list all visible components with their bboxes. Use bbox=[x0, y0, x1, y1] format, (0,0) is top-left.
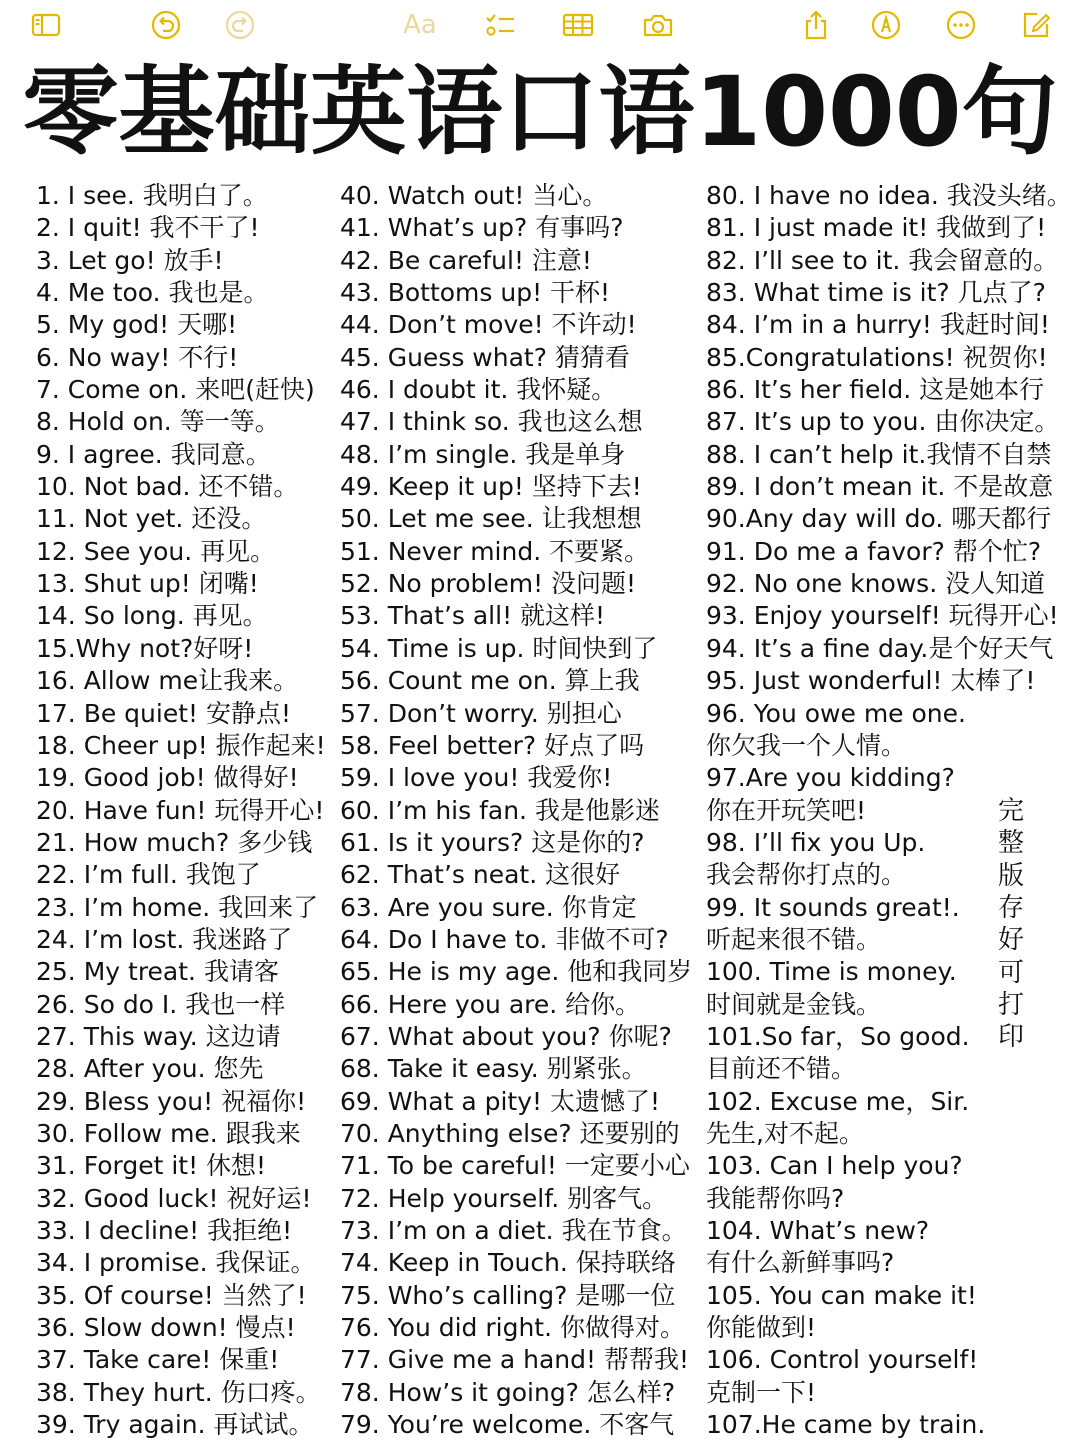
phrase-line: 16. Allow me让我来。 bbox=[36, 666, 299, 696]
phrase-line: 我能帮你吗? bbox=[706, 1183, 845, 1213]
phrase-line: 8. Hold on. 等一等。 bbox=[36, 407, 280, 437]
compose-button[interactable] bbox=[1016, 6, 1056, 44]
phrase-line: 72. Help yourself. 别客气。 bbox=[340, 1183, 668, 1213]
phrase-line: 25. My treat. 我请客 bbox=[36, 957, 279, 987]
side-note-char: 可 bbox=[997, 957, 1024, 988]
phrase-line: 80. I have no idea. 我没头绪。 bbox=[706, 181, 1072, 210]
phrase-column-1 bbox=[36, 180, 336, 1441]
phrase-line: 19. Good job! 做得好! bbox=[36, 763, 299, 793]
side-note-char: 整 bbox=[997, 828, 1024, 859]
phrase-line: 9. I agree. 我同意。 bbox=[36, 439, 271, 469]
phrase-line: 28. After you. 您先 bbox=[36, 1054, 264, 1084]
phrase-line: 15.Why not?好呀! bbox=[36, 633, 254, 663]
phrase-line: 48. I’m single. 我是单身 bbox=[340, 439, 626, 469]
phrase-line: 39. Try again. 再试试。 bbox=[36, 1410, 314, 1440]
phrase-line: 87. It’s up to you. 由你决定。 bbox=[706, 407, 1060, 437]
format-button[interactable] bbox=[400, 6, 440, 44]
phrase-line: 86. It’s her field. 这是她本行 bbox=[706, 375, 1045, 405]
sidebar-icon bbox=[30, 9, 62, 41]
format-text-icon: Aa bbox=[403, 10, 437, 40]
phrase-line: 有什么新鲜事吗? bbox=[706, 1248, 895, 1278]
phrase-line: 10. Not bad. 还不错。 bbox=[36, 472, 299, 502]
phrase-line: 101.So far，So good. bbox=[706, 1021, 970, 1051]
phrase-line: 99. It sounds great!. bbox=[706, 892, 960, 922]
phrase-line: 73. I’m on a diet. 我在节食。 bbox=[340, 1216, 687, 1245]
phrase-line: 53. That’s all! 就这样! bbox=[340, 601, 606, 631]
table-icon bbox=[562, 9, 594, 41]
phrase-line: 94. It’s a fine day.是个好天气 bbox=[706, 633, 1054, 663]
phrase-line: 65. He is my age. 他和我同岁 bbox=[340, 957, 693, 987]
phrase-line: 1. I see. 我明白了。 bbox=[36, 181, 268, 210]
phrase-line: 89. I don’t mean it. 不是故意 bbox=[706, 472, 1054, 502]
phrase-line: 104. What’s new? bbox=[706, 1216, 930, 1245]
phrase-line: 75. Who’s calling? 是哪一位 bbox=[340, 1280, 676, 1310]
phrase-line: 61. Is it yours? 这是你的? bbox=[340, 827, 645, 857]
phrase-line: 17. Be quiet! 安静点! bbox=[36, 698, 292, 728]
phrase-line: 4. Me too. 我也是。 bbox=[36, 278, 269, 308]
note-title: 零基础英语口语1000句 bbox=[22, 56, 1058, 168]
phrase-line: 79. You’re welcome. 不客气 bbox=[340, 1410, 675, 1440]
table-button[interactable] bbox=[558, 6, 598, 44]
phrase-line: 68. Take it easy. 别紧张。 bbox=[340, 1054, 647, 1084]
phrase-line: 67. What about you? 你呢? bbox=[340, 1021, 672, 1051]
phrase-column-2 bbox=[340, 180, 706, 1441]
phrase-line: 90.Any day will do. 哪天都行 bbox=[706, 504, 1052, 534]
phrase-line: 我会帮你打点的。 bbox=[706, 860, 907, 890]
side-note-char: 印 bbox=[997, 1022, 1024, 1053]
phrase-line: 41. What’s up? 有事吗? bbox=[340, 213, 624, 243]
phrase-line: 22. I’m full. 我饱了 bbox=[36, 860, 261, 890]
phrase-line: 6. No way! 不行! bbox=[36, 342, 239, 372]
phrase-line: 84. I’m in a hurry! 我赶时间! bbox=[706, 310, 1050, 340]
phrase-line: 20. Have fun! 玩得开心! bbox=[36, 795, 325, 825]
markup-icon bbox=[870, 9, 902, 41]
phrase-line: 51. Never mind. 不要紧。 bbox=[340, 536, 650, 566]
phrase-line: 37. Take care! 保重! bbox=[36, 1345, 280, 1375]
phrase-line: 97.Are you kidding? bbox=[706, 763, 955, 793]
phrase-line: 34. I promise. 我保证。 bbox=[36, 1248, 316, 1278]
phrase-line: 93. Enjoy yourself! 玩得开心! bbox=[706, 601, 1059, 631]
phrase-line: 77. Give me a hand! 帮帮我! bbox=[340, 1345, 689, 1375]
side-note-char: 好 bbox=[997, 925, 1024, 956]
undo-button[interactable] bbox=[146, 6, 186, 44]
phrase-line: 38. They hurt. 伤口疼。 bbox=[36, 1377, 321, 1407]
undo-icon bbox=[150, 9, 182, 41]
phrase-line: 107.He came by train. bbox=[706, 1410, 986, 1440]
phrase-line: 你欠我一个人情。 bbox=[706, 730, 907, 760]
phrase-line: 88. I can’t help it.我情不自禁 bbox=[706, 439, 1052, 469]
phrase-line: 95. Just wonderful! 太棒了! bbox=[706, 666, 1036, 696]
phrase-line: 105. You can make it! bbox=[706, 1280, 977, 1310]
redo-icon bbox=[224, 9, 256, 41]
phrase-line: 71. To be careful! 一定要小心 bbox=[340, 1151, 690, 1181]
phrase-line: 42. Be careful! 注意! bbox=[340, 245, 592, 275]
phrase-line: 96. You owe me one. bbox=[706, 698, 966, 728]
phrase-line: 13. Shut up! 闭嘴! bbox=[36, 569, 259, 599]
more-icon bbox=[945, 9, 977, 41]
notes-toolbar bbox=[0, 0, 1080, 50]
phrase-line: 听起来很不错。 bbox=[706, 924, 882, 954]
compose-icon bbox=[1020, 9, 1052, 41]
phrase-line: 2. I quit! 我不干了! bbox=[36, 213, 260, 243]
phrase-line: 14. So long. 再见。 bbox=[36, 601, 268, 631]
phrase-line: 59. I love you! 我爱你! bbox=[340, 763, 613, 793]
phrase-line: 24. I’m lost. 我迷路了 bbox=[36, 924, 293, 954]
phrase-line: 74. Keep in Touch. 保持联络 bbox=[340, 1248, 676, 1278]
phrase-line: 克制一下! bbox=[706, 1377, 817, 1407]
phrase-line: 47. I think so. 我也这么想 bbox=[340, 407, 643, 437]
phrase-line: 36. Slow down! 慢点! bbox=[36, 1313, 296, 1343]
side-note-char: 完 bbox=[997, 796, 1024, 826]
phrase-line: 58. Feel better? 好点了吗 bbox=[340, 730, 645, 760]
phrase-line: 31. Forget it! 休想! bbox=[36, 1151, 267, 1181]
phrase-line: 52. No problem! 没问题! bbox=[340, 569, 637, 599]
phrase-line: 你在开玩笑吧! bbox=[706, 795, 867, 825]
more-button[interactable] bbox=[941, 6, 981, 44]
phrase-line: 85.Congratulations! 祝贺你! bbox=[706, 342, 1048, 372]
phrase-line: 106. Control yourself! bbox=[706, 1345, 979, 1375]
phrase-line: 83. What time is it? 几点了? bbox=[706, 278, 1046, 308]
sidebar-button[interactable] bbox=[26, 6, 66, 44]
phrase-line: 23. I’m home. 我回来了 bbox=[36, 892, 319, 922]
phrase-line: 69. What a pity! 太遗憾了! bbox=[340, 1086, 661, 1116]
phrase-line: 81. I just made it! 我做到了! bbox=[706, 213, 1047, 243]
phrase-line: 33. I decline! 我拒绝! bbox=[36, 1216, 293, 1245]
phrase-line: 12. See you. 再见。 bbox=[36, 536, 276, 566]
side-note-char: 版 bbox=[997, 860, 1024, 891]
side-note-vertical bbox=[996, 795, 1026, 1054]
phrase-line: 54. Time is up. 时间快到了 bbox=[340, 633, 658, 663]
phrase-line: 目前还不错。 bbox=[706, 1054, 857, 1084]
phrase-line: 5. My god! 天哪! bbox=[36, 310, 238, 340]
phrase-line: 27. This way. 这边请 bbox=[36, 1021, 281, 1051]
phrase-line: 30. Follow me. 跟我来 bbox=[36, 1118, 301, 1148]
markup-button[interactable] bbox=[866, 6, 906, 44]
phrase-line: 32. Good luck! 祝好运! bbox=[36, 1183, 312, 1213]
phrase-line: 44. Don’t move! 不许动! bbox=[340, 310, 637, 340]
phrase-line: 40. Watch out! 当心。 bbox=[340, 181, 608, 210]
phrase-line: 46. I doubt it. 我怀疑。 bbox=[340, 375, 617, 405]
phrase-line: 66. Here you are. 给你。 bbox=[340, 989, 641, 1019]
phrase-line: 你能做到! bbox=[706, 1313, 817, 1343]
phrase-line: 102. Excuse me，Sir. bbox=[706, 1086, 970, 1116]
phrase-line: 103. Can I help you? bbox=[706, 1151, 963, 1181]
share-button[interactable] bbox=[796, 6, 836, 44]
camera-button[interactable] bbox=[638, 6, 678, 44]
phrase-line: 98. I’ll fix you Up. bbox=[706, 827, 926, 857]
phrase-line: 100. Time is money. bbox=[706, 957, 957, 987]
phrase-line: 56. Count me on. 算上我 bbox=[340, 666, 640, 696]
phrase-line: 11. Not yet. 还没。 bbox=[36, 504, 267, 534]
phrase-line: 45. Guess what? 猜猜看 bbox=[340, 342, 630, 372]
share-icon bbox=[800, 9, 832, 41]
phrase-line: 先生,对不起。 bbox=[706, 1118, 864, 1148]
phrase-line: 76. You did right. 你做得对。 bbox=[340, 1313, 686, 1343]
phrase-line: 7. Come on. 来吧(赶快) bbox=[36, 375, 315, 405]
phrase-line: 29. Bless you! 祝福你! bbox=[36, 1086, 307, 1116]
phrase-line: 18. Cheer up! 振作起来! bbox=[36, 730, 326, 760]
phrase-line: 43. Bottoms up! 干杯! bbox=[340, 278, 611, 308]
phrase-line: 35. Of course! 当然了! bbox=[36, 1280, 307, 1310]
phrase-line: 时间就是金钱。 bbox=[706, 989, 882, 1019]
phrase-line: 21. How much? 多少钱 bbox=[36, 827, 313, 857]
phrase-line: 3. Let go! 放手! bbox=[36, 245, 224, 275]
phrase-line: 26. So do I. 我也一样 bbox=[36, 989, 286, 1019]
phrase-line: 50. Let me see. 让我想想 bbox=[340, 504, 642, 534]
phrase-line: 82. I’ll see to it. 我会留意的。 bbox=[706, 245, 1059, 275]
phrase-line: 78. How’s it going? 怎么样? bbox=[340, 1377, 676, 1407]
phrase-line: 49. Keep it up! 坚持下去! bbox=[340, 472, 642, 502]
redo-button[interactable] bbox=[220, 6, 260, 44]
phrase-line: 60. I’m his fan. 我是他影迷 bbox=[340, 795, 660, 825]
checklist-button[interactable] bbox=[480, 6, 520, 44]
phrase-line: 57. Don’t worry. 别担心 bbox=[340, 698, 622, 728]
phrase-line: 63. Are you sure. 你肯定 bbox=[340, 892, 637, 922]
side-note-char: 存 bbox=[997, 893, 1024, 924]
phrase-line: 70. Anything else? 还要别的 bbox=[340, 1118, 680, 1148]
phrase-line: 91. Do me a favor? 帮个忙? bbox=[706, 536, 1042, 566]
checklist-icon bbox=[484, 9, 516, 41]
phrase-line: 64. Do I have to. 非做不可? bbox=[340, 924, 669, 954]
phrase-line: 92. No one knows. 没人知道 bbox=[706, 569, 1046, 599]
side-note-char: 打 bbox=[997, 990, 1024, 1021]
camera-icon bbox=[642, 9, 674, 41]
phrase-line: 62. That’s neat. 这很好 bbox=[340, 860, 621, 890]
